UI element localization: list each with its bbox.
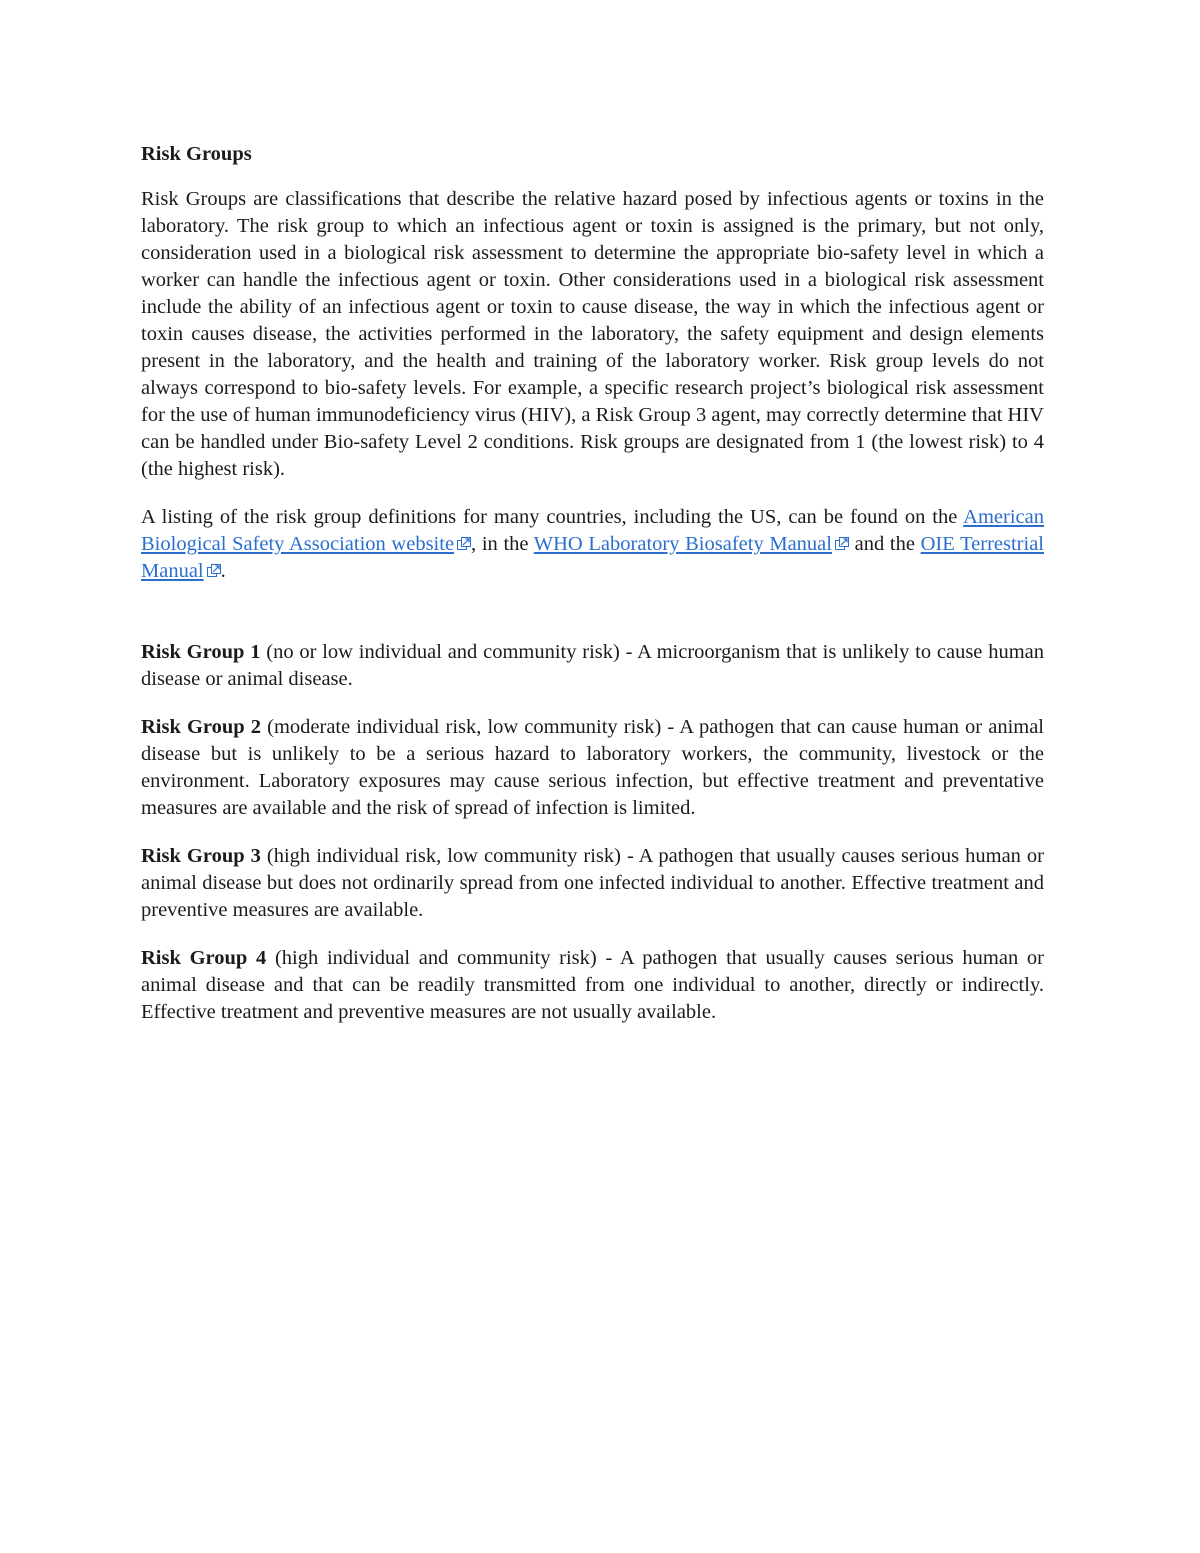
intro-paragraph: Risk Groups are classifications that describe the relative hazard posed by infectious agents or toxins in the laboratory. The risk group to which an infectious agent or toxin is assigned is the primary, but not only, consideration used in a biological risk assessment to determine the appropriate bio-safety level in which a worker can handle the infectious agent or toxin. Other considerations used in a biological risk assessment include the ability of an infectious agent or toxin to cause disease, the way in which the infectious agent or toxin causes disease, the activities performed in the laboratory, the safety equipment and design elements present in the laboratory, and the health and training of the laboratory worker. Risk group levels do not always correspond to bio-safety levels. For example, a specific research project’s biological risk assessment for the use of human immunodeficiency virus (HIV), a Risk Group 3 agent, may correctly determine that HIV can be handled under Bio-safety Level 2 conditions. Risk groups are designated from 1 (the lowest risk) to 4 (the highest risk). bbox=[141, 188, 1044, 480]
listing-text-before: A listing of the risk group definitions for many countries, including the US, can be found on the bbox=[141, 506, 964, 528]
risk-group-2-paragraph bbox=[141, 714, 1044, 822]
page-title: Risk Groups bbox=[141, 143, 252, 165]
risk-group-1-name: Risk Group 1 bbox=[141, 641, 261, 663]
risk-group-4-paragraph bbox=[141, 945, 1044, 1026]
absa-website-link[interactable]: American Biological Safety Association website bbox=[141, 506, 1044, 555]
listing-paragraph bbox=[141, 504, 1044, 585]
listing-text-after: . bbox=[220, 560, 226, 582]
external-link-icon bbox=[457, 537, 471, 551]
document-page bbox=[141, 141, 1044, 1047]
risk-group-4-name: Risk Group 4 bbox=[141, 947, 267, 969]
external-link-icon bbox=[207, 564, 221, 578]
risk-group-4-description: (high individual and community risk) - A pathogen that usually causes serious human or animal disease and that can be readily transmitted from one individual to another, directly or indirectly. Effective treatment and preventive measures are not usually available. bbox=[141, 947, 1044, 1023]
external-link-icon bbox=[835, 537, 849, 551]
risk-group-3-paragraph bbox=[141, 843, 1044, 924]
risk-group-2-name: Risk Group 2 bbox=[141, 716, 262, 738]
risk-group-1-paragraph bbox=[141, 639, 1044, 693]
risk-group-3-name: Risk Group 3 bbox=[141, 845, 261, 867]
oie-manual-link[interactable]: OIE Terrestrial Manual bbox=[141, 533, 1045, 582]
listing-text-between-2: and the bbox=[848, 533, 921, 555]
listing-text-between-1: , in the bbox=[471, 533, 534, 555]
risk-group-2-description: (moderate individual risk, low community risk) - A pathogen that can cause human or animal disease but is unlikely to be a serious hazard to laboratory workers, the community, livestock or the environment. Laboratory exposures may cause serious infection, but effective treatment and preventative measures are available and the risk of spread of infection is limited. bbox=[141, 716, 1044, 819]
risk-group-1-description: (no or low individual and community risk) - A microorganism that is unlikely to cause human disease or animal disease. bbox=[141, 641, 1044, 690]
risk-group-3-description: (high individual risk, low community risk) - A pathogen that usually causes serious human or animal disease but does not ordinarily spread from one infected individual to another. Effective treatment and preventive measures are available. bbox=[141, 845, 1045, 921]
who-manual-link[interactable]: WHO Laboratory Biosafety Manual bbox=[533, 533, 832, 555]
